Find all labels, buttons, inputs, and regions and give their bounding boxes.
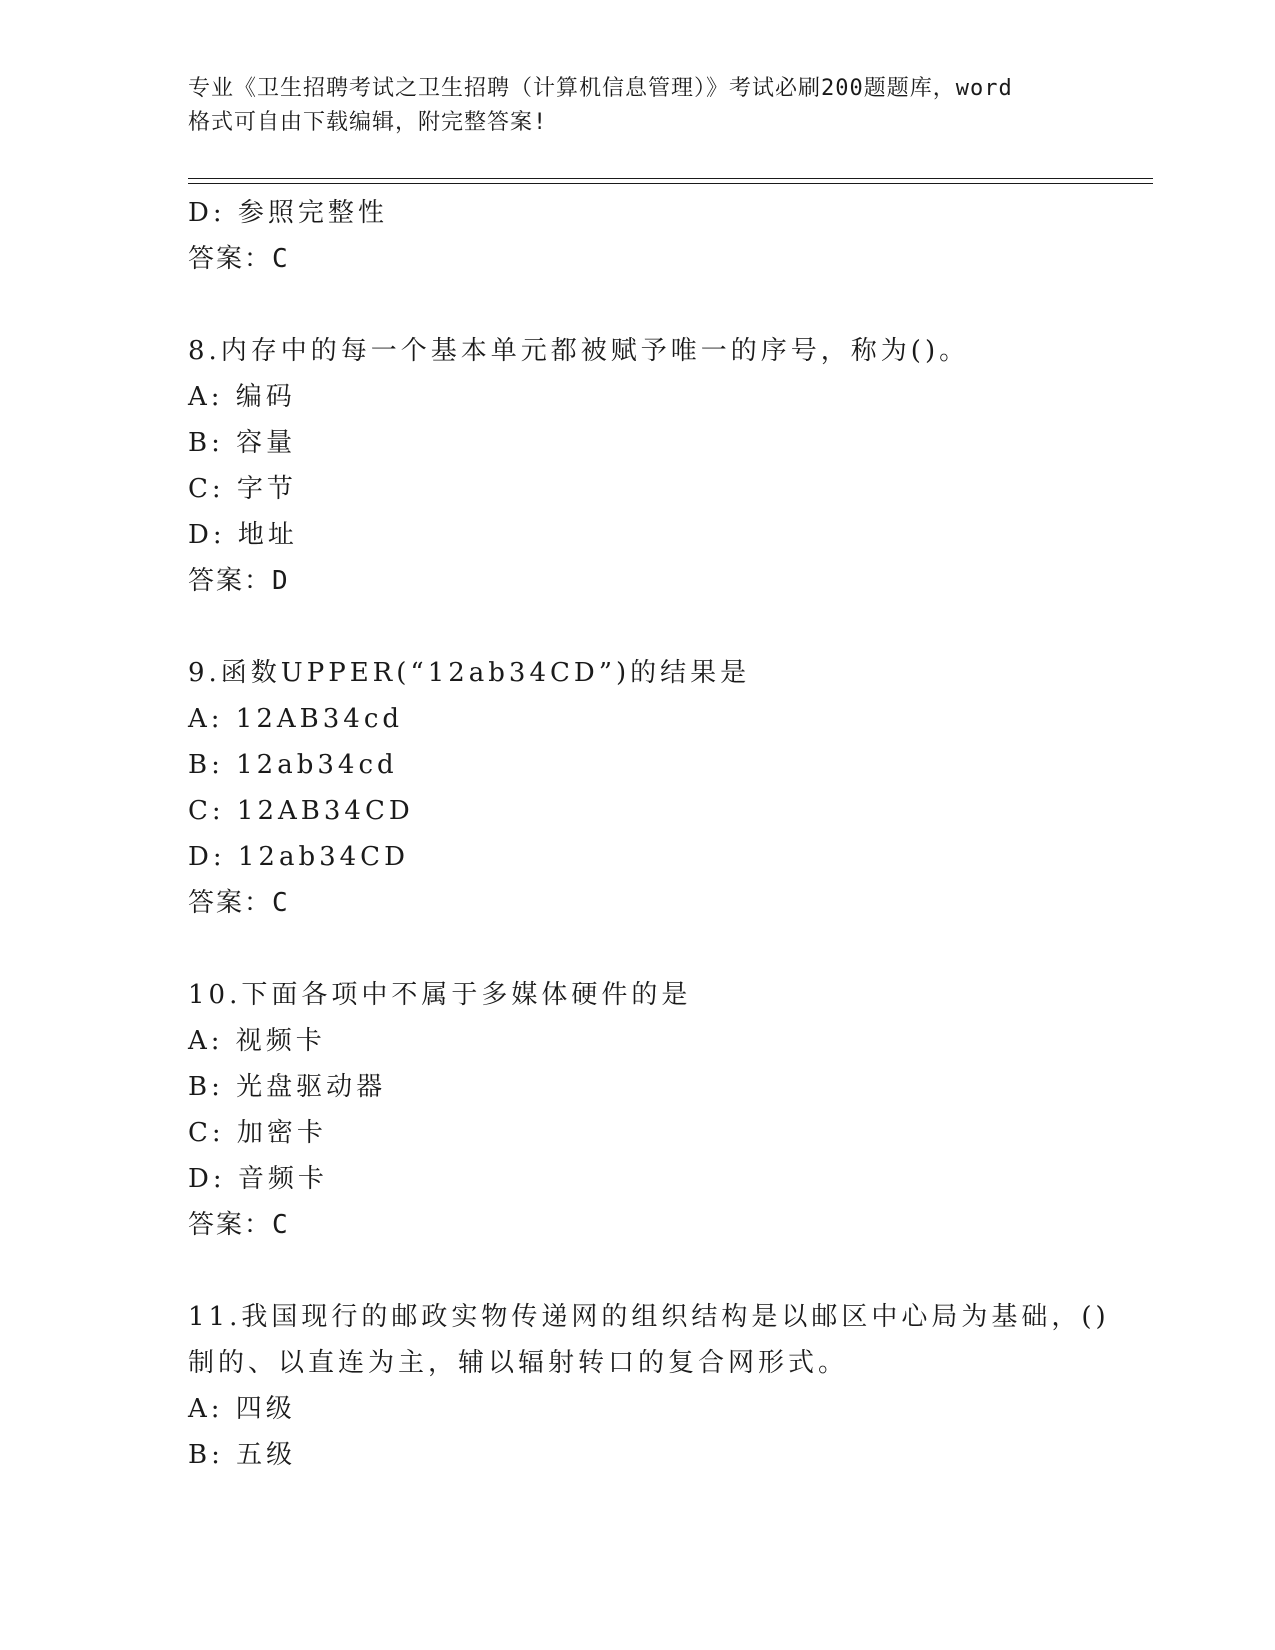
option-d: D: 参照完整性 <box>188 198 388 228</box>
answer: 答案：C <box>188 888 290 918</box>
answer: 答案：D <box>188 566 290 596</box>
option-b: B: 容量 <box>188 428 297 458</box>
question-text: 9.函数UPPER(“12ab34CD”)的结果是 <box>188 658 751 688</box>
answer: 答案：C <box>188 1210 290 1240</box>
header-divider-bottom <box>188 183 1153 184</box>
option-c: C: 加密卡 <box>188 1118 327 1148</box>
option-c: C: 12AB34CD <box>188 796 414 826</box>
option-a: A: 编码 <box>188 382 296 412</box>
answer: 答案：C <box>188 244 290 274</box>
question-block-8 <box>188 328 1153 604</box>
option-d: D: 12ab34CD <box>188 842 409 872</box>
question-text: 10.下面各项中不属于多媒体硬件的是 <box>188 980 692 1010</box>
option-d: D: 地址 <box>188 520 298 550</box>
document-header <box>188 72 1088 140</box>
option-d: D: 音频卡 <box>188 1164 328 1194</box>
header-line-2: 格式可自由下载编辑，附完整答案! <box>188 110 548 135</box>
option-c: C: 字节 <box>188 474 297 504</box>
option-b: B: 光盘驱动器 <box>188 1072 387 1102</box>
header-line-1: 专业《卫生招聘考试之卫生招聘（计算机信息管理）》考试必刷200题题库，word <box>188 76 1013 101</box>
question-text: 8.内存中的每一个基本单元都被赋予唯一的序号，称为()。 <box>188 336 970 366</box>
question-list <box>188 190 1153 1478</box>
spacer <box>188 1248 1153 1294</box>
question-block-9 <box>188 650 1153 926</box>
option-a: A: 视频卡 <box>188 1026 326 1056</box>
question-text-line-2: 制的、以直连为主，辅以辐射转口的复合网形式。 <box>188 1348 849 1378</box>
option-b: B: 12ab34cd <box>188 750 398 780</box>
question-block-11 <box>188 1294 1153 1478</box>
question-text-line-1: 11.我国现行的邮政实物传递网的组织结构是以邮区中心局为基础，() <box>188 1302 1110 1332</box>
header-divider-top <box>188 178 1153 179</box>
question-block-10 <box>188 972 1153 1248</box>
option-a: A: 四级 <box>188 1394 296 1424</box>
spacer <box>188 926 1153 972</box>
spacer <box>188 282 1153 328</box>
question-block-7 <box>188 190 1153 282</box>
option-b: B: 五级 <box>188 1440 297 1470</box>
spacer <box>188 604 1153 650</box>
option-a: A: 12AB34cd <box>188 704 404 734</box>
